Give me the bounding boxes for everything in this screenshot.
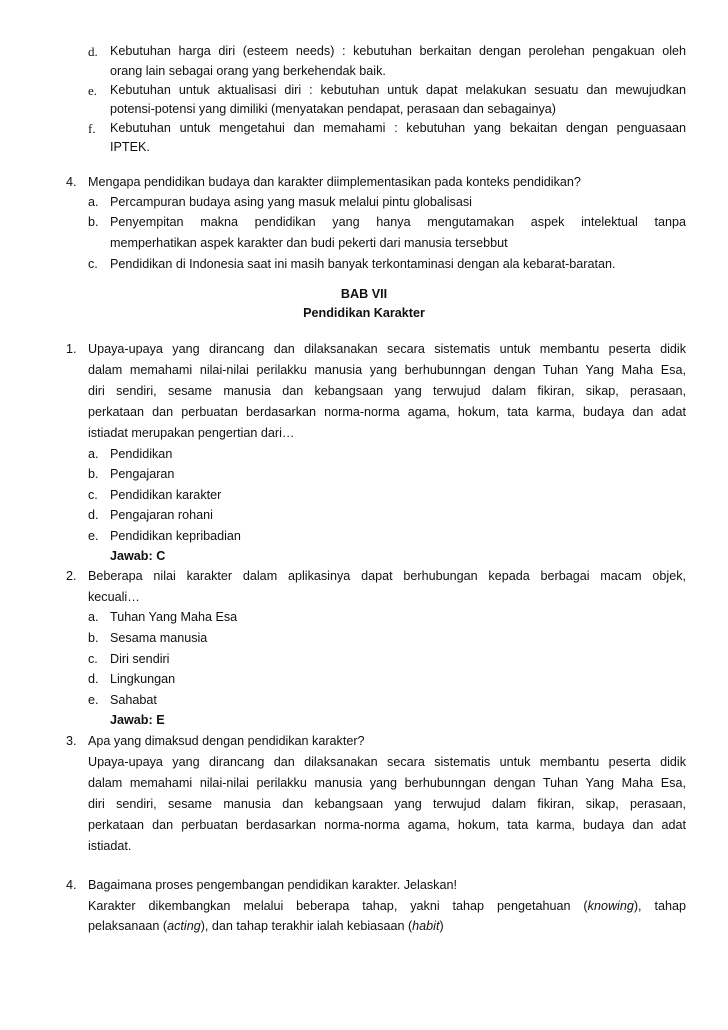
option-text: Lingkungan xyxy=(110,672,176,686)
question-text: Beberapa nilai karakter dalam aplikasinya dapat berhubungan kepada berbagai macam objek, xyxy=(88,569,686,583)
answer-term: habit xyxy=(412,919,440,933)
question-text: dalam memahami nilai-nilai perilakku manusia yang berhubunngan dengan Tuhan Yang Maha Esa, xyxy=(88,363,686,377)
question-text: Mengapa pendidikan budaya dan karakter diimplementasikan pada konteks pendidikan? xyxy=(88,175,581,189)
answer-text: diri sendiri, sesame manusia dan kebangsaan yang terwujud dalam fikiran, sikap, perasaan, xyxy=(88,797,686,811)
chapter-subtitle: Pendidikan Karakter xyxy=(303,306,425,320)
answer-label: c. xyxy=(88,257,98,271)
answer-text-part: ), tahap xyxy=(633,899,686,913)
question-text: perkataan dan perbuatan berdasarkan norma-norma agama, hokum, tata karma, budaya dan adat xyxy=(88,405,686,419)
list-item-f-line2: IPTEK. xyxy=(110,140,150,154)
option-text: Pendidikan kepribadian xyxy=(110,529,241,543)
answer-text: Upaya-upaya yang dirancang dan dilaksanakan secara sistematis untuk membantu peserta didik xyxy=(88,755,686,769)
question-text: istiadat merupakan pengertian dari… xyxy=(88,426,295,440)
answer-key: Jawab: C xyxy=(110,549,166,563)
option-text: Diri sendiri xyxy=(110,652,170,666)
answer-text: perkataan dan perbuatan berdasarkan norma-norma agama, hokum, tata karma, budaya dan adat xyxy=(88,818,686,832)
option-label: a. xyxy=(88,447,99,461)
answer-term: knowing xyxy=(587,899,634,913)
question-number: 4. xyxy=(66,878,77,892)
answer-text xyxy=(88,898,686,915)
answer-text-part: ) xyxy=(439,919,444,933)
chapter-title: BAB VII xyxy=(340,287,388,301)
answer-text: Penyempitan makna pendidikan yang hanya mengutamakan aspek intelektual tanpa xyxy=(110,215,686,229)
list-label-d: d. xyxy=(88,44,98,59)
list-item-d-line2: orang lain sebagai orang yang berkehendak baik. xyxy=(110,64,386,78)
option-text: Pengajaran rohani xyxy=(110,508,213,522)
answer-text-part: ), dan tahap terakhir ialah kebiasaan ( xyxy=(200,919,413,933)
question-text: Bagaimana proses pengembangan pendidikan karakter. Jelaskan! xyxy=(88,878,457,892)
answer-text-part: pelaksanaan ( xyxy=(88,919,168,933)
option-label: e. xyxy=(88,529,99,543)
answer-text: memperhatikan aspek karakter dan budi pekerti dari manusia tersebbut xyxy=(110,236,508,250)
option-label: d. xyxy=(88,672,99,686)
answer-text xyxy=(88,918,444,935)
option-text: Tuhan Yang Maha Esa xyxy=(110,610,238,624)
option-label: c. xyxy=(88,488,98,502)
option-text: Sesama manusia xyxy=(110,631,208,645)
option-text: Pendidikan karakter xyxy=(110,488,222,502)
list-label-e: e. xyxy=(88,83,98,98)
option-label: b. xyxy=(88,631,99,645)
question-number: 3. xyxy=(66,734,77,748)
option-text: Sahabat xyxy=(110,693,157,707)
answer-key: Jawab: E xyxy=(110,713,165,727)
question-text: kecuali… xyxy=(88,590,140,604)
answer-text: Percampuran budaya asing yang masuk melalui pintu globalisasi xyxy=(110,195,472,209)
answer-text: Pendidikan di Indonesia saat ini masih banyak terkontaminasi dengan ala kebarat-baratan. xyxy=(110,257,616,271)
list-item-f-line1: Kebutuhan untuk mengetahui dan memahami : kebutuhan yang bekaitan dengan penguasaan xyxy=(110,121,686,135)
question-text: Apa yang dimaksud dengan pendidikan karakter? xyxy=(88,734,365,748)
answer-text-part: Karakter dikembangkan melalui beberapa tahap, yakni tahap pengetahuan ( xyxy=(88,899,588,913)
option-label: d. xyxy=(88,508,99,522)
option-label: e. xyxy=(88,693,99,707)
answer-text: istiadat. xyxy=(88,839,132,853)
option-label: a. xyxy=(88,610,99,624)
option-text: Pendidikan xyxy=(110,447,173,461)
answer-label: b. xyxy=(88,215,99,229)
answer-label: a. xyxy=(88,195,99,209)
list-item-e-line2: potensi-potensi yang dimiliki (menyatakan pendapat, perasaan dan sebagainya) xyxy=(110,102,556,116)
answer-term: acting xyxy=(167,919,201,933)
option-text: Pengajaran xyxy=(110,467,175,481)
list-item-d-line1: Kebutuhan harga diri (esteem needs) : kebutuhan berkaitan dengan perolehan pengakuan oleh xyxy=(110,44,686,58)
answer-text: dalam memahami nilai-nilai perilakku manusia yang berhubunngan dengan Tuhan Yang Maha Esa, xyxy=(88,776,686,790)
question-number: 2. xyxy=(66,569,77,583)
question-text: Upaya-upaya yang dirancang dan dilaksanakan secara sistematis untuk membantu peserta didik xyxy=(88,342,686,356)
list-item-e-line1: Kebutuhan untuk aktualisasi diri : kebutuhan untuk dapat melakukan sesuatu dan mewujudkan xyxy=(110,83,686,97)
option-label: b. xyxy=(88,467,99,481)
list-label-f: f. xyxy=(88,121,96,136)
question-number: 4. xyxy=(66,175,77,189)
question-number: 1. xyxy=(66,342,77,356)
question-text: diri sendiri, sesame manusia dan kebangsaan yang terwujud dalam fikiran, sikap, perasaan, xyxy=(88,384,686,398)
option-label: c. xyxy=(88,652,98,666)
